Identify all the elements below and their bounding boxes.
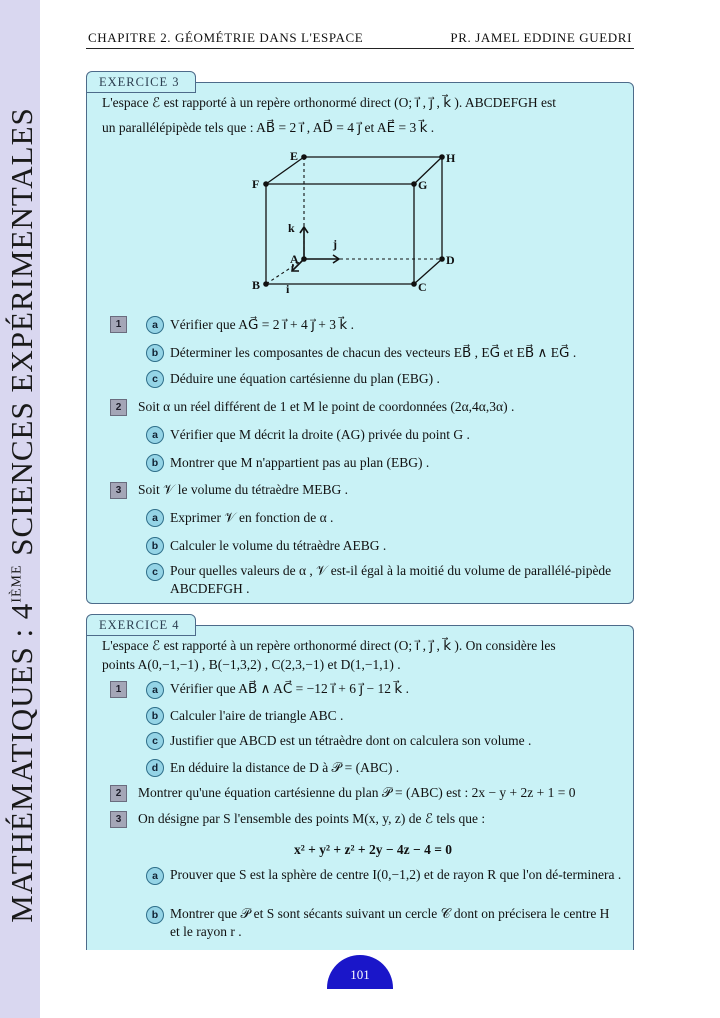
sub-label-b: b (146, 707, 164, 725)
ex4-q1a-text: Vérifier que AB⃗ ∧ AC⃗ = −12 i⃗ + 6 j⃗ − 12 k⃗ . (170, 681, 409, 696)
label-F: F (252, 177, 260, 191)
label-k: k⃗ (288, 221, 305, 235)
sub-label-c: c (146, 370, 164, 388)
ex3-q2b-text: Montrer que M n'appartient pas au plan (EBG) . (170, 455, 430, 470)
sub-label-a: a (146, 509, 164, 527)
sub-label-b: b (146, 537, 164, 555)
sub-label-a: a (146, 316, 164, 334)
ex3-intro-line1: L'espace ℰ est rapporté à un repère orthonormé direct (O; i⃗ , j⃗ , k⃗ ). ABCDEFGH est (102, 95, 557, 110)
sub-label-d: d (146, 759, 164, 777)
question-number-1: 1 (110, 681, 127, 698)
ex4-q3b-text: Montrer que 𝒫 et S sont sécants suivant un cercle 𝒞 dont on précisera le centre H et le rayon r . (170, 906, 610, 939)
parallelepiped-figure (238, 148, 488, 298)
question-number-3: 3 (110, 811, 127, 828)
page-number: 101 (327, 955, 393, 989)
ex4-q1d-text: En déduire la distance de D à 𝒫 = (ABC) . (170, 760, 400, 775)
exercise-4-title: EXERCICE 4 (86, 614, 196, 636)
ex4-q1c-text: Justifier que ABCD est un tétraèdre dont on calculera son volume . (170, 733, 532, 748)
label-C: C (418, 280, 427, 294)
sub-label-a: a (146, 681, 164, 699)
ex4-intro-line2: points A(0,−1,−1) , B(−1,3,2) , C(2,3,−1) et D(1,−1,1) . (102, 657, 401, 672)
label-B: B (252, 278, 261, 292)
label-j: j⃗ (333, 237, 347, 251)
ex3-q3b-text: Calculer le volume du tétraèdre AEBG . (170, 538, 387, 553)
page-header (86, 30, 634, 49)
sphere-equation: x² + y² + z² + 2y − 4z − 4 = 0 (294, 842, 453, 857)
ex3-q2a-text: Vérifier que M décrit la droite (AG) privée du point G . (170, 427, 470, 442)
ex3-q2-text: Soit α un réel différent de 1 et M le point de coordonnées (2α,4α,3α) . (138, 399, 515, 414)
ex4-q3a-text: Prouver que S est la sphère de centre I(0,−1,2) et de rayon R que l'on dé-terminera . (170, 867, 622, 882)
label-H: H (446, 151, 456, 165)
ex3-q3a-text: Exprimer 𝒱 en fonction de α . (170, 510, 334, 525)
ex4-q3-text: On désigne par S l'ensemble des points M(x, y, z) de ℰ tels que : (138, 811, 486, 826)
ex3-q3-text: Soit 𝒱 le volume du tétraèdre MEBG . (138, 482, 348, 497)
sub-label-a: a (146, 867, 164, 885)
sub-label-c: c (146, 732, 164, 750)
sidebar-band (0, 0, 40, 1018)
ex3-q1b-text: Déterminer les composantes de chacun des vecteurs EB⃗ , EG⃗ et EB⃗ ∧ EG⃗ . (170, 345, 577, 360)
question-number-2: 2 (110, 785, 127, 802)
exercise-3-title: EXERCICE 3 (86, 71, 196, 93)
label-A: A (290, 252, 299, 266)
ex3-q1c-text: Déduire une équation cartésienne du plan (EBG) . (170, 371, 440, 386)
ex3-q1a-text: Vérifier que AG⃗ = 2 i⃗ + 4 j⃗ + 3 k⃗ . (170, 317, 354, 332)
sub-label-b: b (146, 454, 164, 472)
question-number-3: 3 (110, 482, 127, 499)
sub-label-b: b (146, 344, 164, 362)
question-number-2: 2 (110, 399, 127, 416)
ex4-intro-line1: L'espace ℰ est rapporté à un repère orthonormé direct (O; i⃗ , j⃗ , k⃗ ). On considère les (102, 638, 556, 653)
sub-label-a: a (146, 426, 164, 444)
label-E: E (290, 149, 299, 163)
ex4-q2-text: Montrer qu'une équation cartésienne du plan 𝒫 = (ABC) est : 2x − y + 2z + 1 = 0 (138, 785, 576, 800)
sidebar-title: MATHÉMATIQUES : 4IÈME SCIENCES EXPÉRIMENTALES (4, 107, 39, 923)
label-D: D (446, 253, 455, 267)
ex3-intro-line2: un parallélépipède tels que : AB⃗ = 2 i⃗ , AD⃗ = 4 j⃗ et AE⃗ = 3 k⃗ . (102, 120, 435, 135)
author-name: PR. JAMEL EDDINE GUEDRI (450, 30, 632, 45)
label-i: i⃗ (286, 282, 299, 296)
sub-label-c: c (146, 563, 164, 581)
sub-label-b: b (146, 906, 164, 924)
label-G: G (418, 178, 428, 192)
ex3-q3c-text: Pour quelles valeurs de α , 𝒱 est-il égal à la moitié du volume de parallélé-pipède ABCDEFGH . (170, 563, 612, 596)
ex4-q1b-text: Calculer l'aire de triangle ABC . (170, 708, 344, 723)
question-number-1: 1 (110, 316, 127, 333)
chapter-title: CHAPITRE 2. GÉOMÉTRIE DANS L'ESPACE (88, 30, 364, 45)
